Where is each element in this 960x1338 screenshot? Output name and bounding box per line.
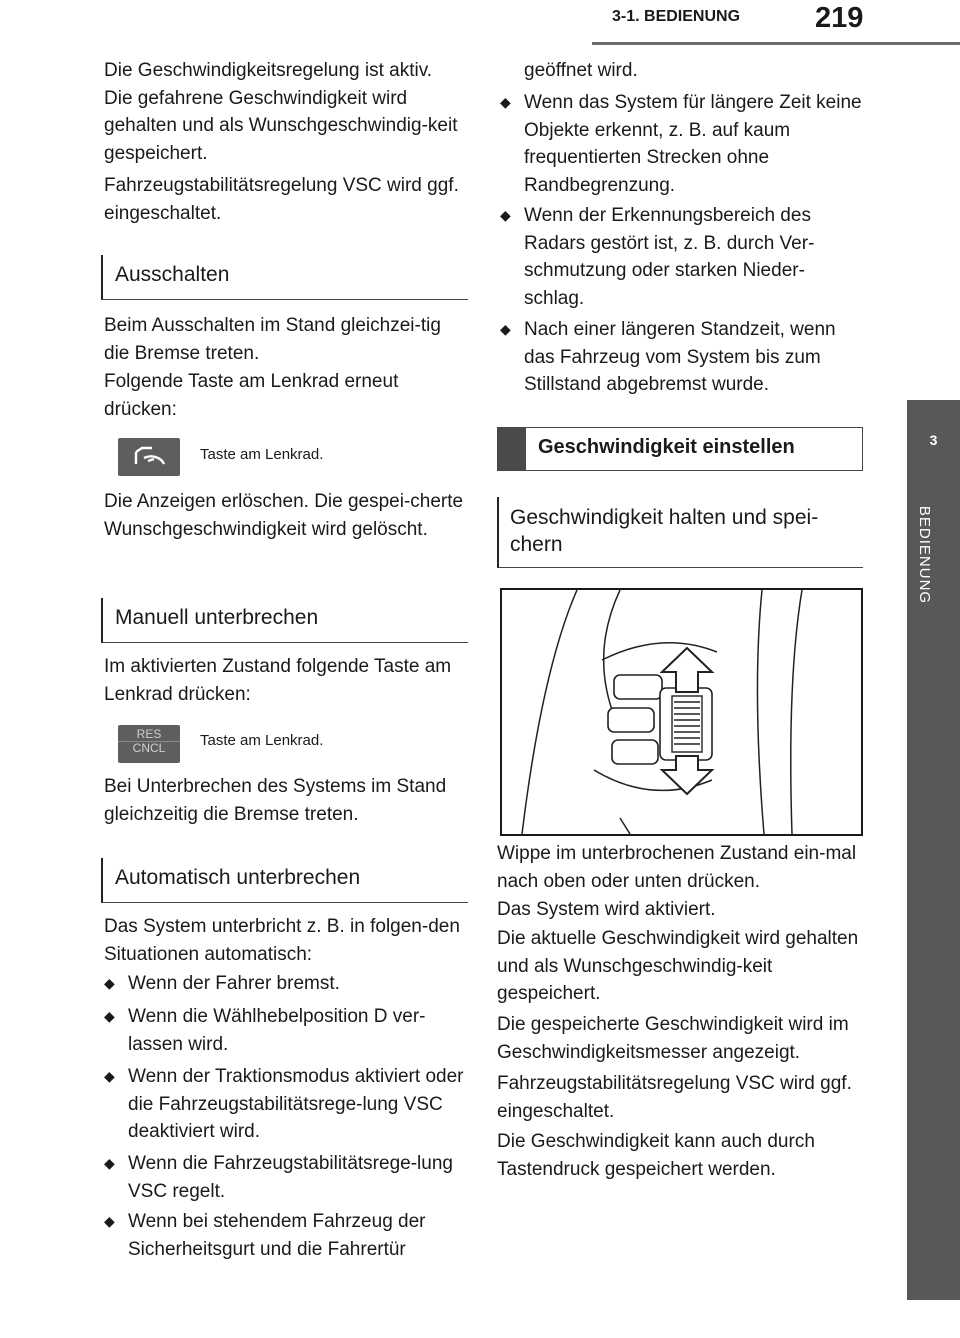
button-caption-2: Taste am Lenkrad. [200, 732, 324, 749]
heading-halten: Geschwindigkeit halten und spei-chern [510, 506, 819, 556]
bullet-item: ◆ Wenn der Erkennungsbereich des Radars gestört ist, z. B. durch Ver-schmutzung oder starken Nieder-schlag. [500, 202, 864, 312]
bullet-item: ◆ Wenn die Fahrzeugstabilitätsrege-lung VSC regelt. [104, 1150, 473, 1205]
res-label: RES [136, 727, 162, 741]
paragraph-vsc-right: Fahrzeugstabilitätsregelung VSC wird ggf. eingeschaltet. [497, 1073, 852, 1122]
paragraph-press: Folgende Taste am Lenkrad erneut drücken: [104, 371, 399, 420]
heading-box-manuell [101, 598, 468, 643]
bullet-item: ◆ Wenn der Traktionsmodus aktiviert oder die Fahrzeugstabilitätsrege-lung VSC deaktiviert wird. [104, 1063, 473, 1146]
res-cncl-button-icon [118, 725, 180, 763]
heading-manuell: Manuell unterbrechen [115, 606, 319, 629]
cruise-control-button-icon [118, 438, 180, 476]
heading-marker [498, 428, 526, 470]
heading-box-ausschalten [101, 255, 468, 300]
heading-auto: Automatisch unterbrechen [115, 866, 361, 889]
paragraph-brake: Beim Ausschalten im Stand gleichzei-tig die Bremse treten. [104, 315, 441, 364]
page-number: 219 [815, 2, 864, 34]
section-heading-geschwindigkeit [497, 427, 863, 471]
heading-geschwindigkeit: Geschwindigkeit einstellen [538, 436, 795, 458]
heading-box-halten [497, 497, 863, 568]
paragraph-vsc: Fahrzeugstabilitätsregelung VSC wird ggf. eingeschaltet. [104, 175, 459, 224]
paragraph-auto-intro: Das System unterbricht z. B. in folgen-den Situationen automatisch: [104, 916, 460, 965]
paragraph-display-off: Die Anzeigen erlöschen. Die gespei-cherte Wunschgeschwindigkeit wird gelöscht. [104, 491, 464, 540]
paragraph-continued: geöffnet wird. [524, 60, 638, 81]
chapter-label: BEDIENUNG [916, 505, 933, 605]
cncl-label: CNCL [118, 741, 180, 755]
paragraph-activated: Das System wird aktiviert. [497, 899, 716, 920]
chapter-number: 3 [929, 432, 938, 448]
chapter-side-tab [907, 400, 960, 1300]
paragraph-wippe: Wippe im unterbrochenen Zustand ein-mal nach oben oder unten drücken. [497, 843, 857, 892]
bullet-item: ◆ Wenn die Wählhebelposition D ver-lassen wird. [104, 1003, 473, 1058]
bullet-item: ◆ Wenn das System für längere Zeit keine Objekte erkennt, z. B. auf kaum frequentierten Strecken ohne Randbegrenzung. [500, 89, 864, 199]
header-rule [592, 42, 960, 45]
heading-ausschalten: Ausschalten [115, 263, 230, 286]
section-title: 3-1. BEDIENUNG [612, 8, 741, 25]
bullet-item: ◆ Nach einer längeren Standzeit, wenn das Fahrzeug vom System bis zum Stillstand abgebremst wurde. [500, 316, 864, 399]
bullet-item: ◆ Wenn bei stehendem Fahrzeug der Sicherheitsgurt und die Fahrertür [104, 1208, 473, 1263]
button-caption-1: Taste am Lenkrad. [200, 446, 324, 463]
bullet-item: ◆ Wenn der Fahrer bremst. [104, 970, 473, 998]
paragraph-activated-press: Im aktivierten Zustand folgende Taste am Lenkrad drücken: [104, 656, 452, 705]
steering-wheel-illustration [500, 588, 863, 836]
heading-box-auto [101, 858, 468, 903]
paragraph-button-store: Die Geschwindigkeit kann auch durch Tastendruck gespeichert werden. [497, 1131, 815, 1180]
paragraph-current-speed: Die aktuelle Geschwindigkeit wird gehalten und als Wunschgeschwindig-keit gespeichert. [497, 928, 859, 1004]
paragraph-stored-speed: Die gespeicherte Geschwindigkeit wird im Geschwindigkeitsmesser angezeigt. [497, 1014, 849, 1063]
paragraph-active: Die Geschwindigkeitsregelung ist aktiv. Die gefahrene Geschwindigkeit wird gehalten und als Wunschgeschwindig-keit gespeichert. [104, 60, 458, 164]
paragraph-interrupt-brake: Bei Unterbrechen des Systems im Stand gleichzeitig die Bremse treten. [104, 776, 447, 825]
